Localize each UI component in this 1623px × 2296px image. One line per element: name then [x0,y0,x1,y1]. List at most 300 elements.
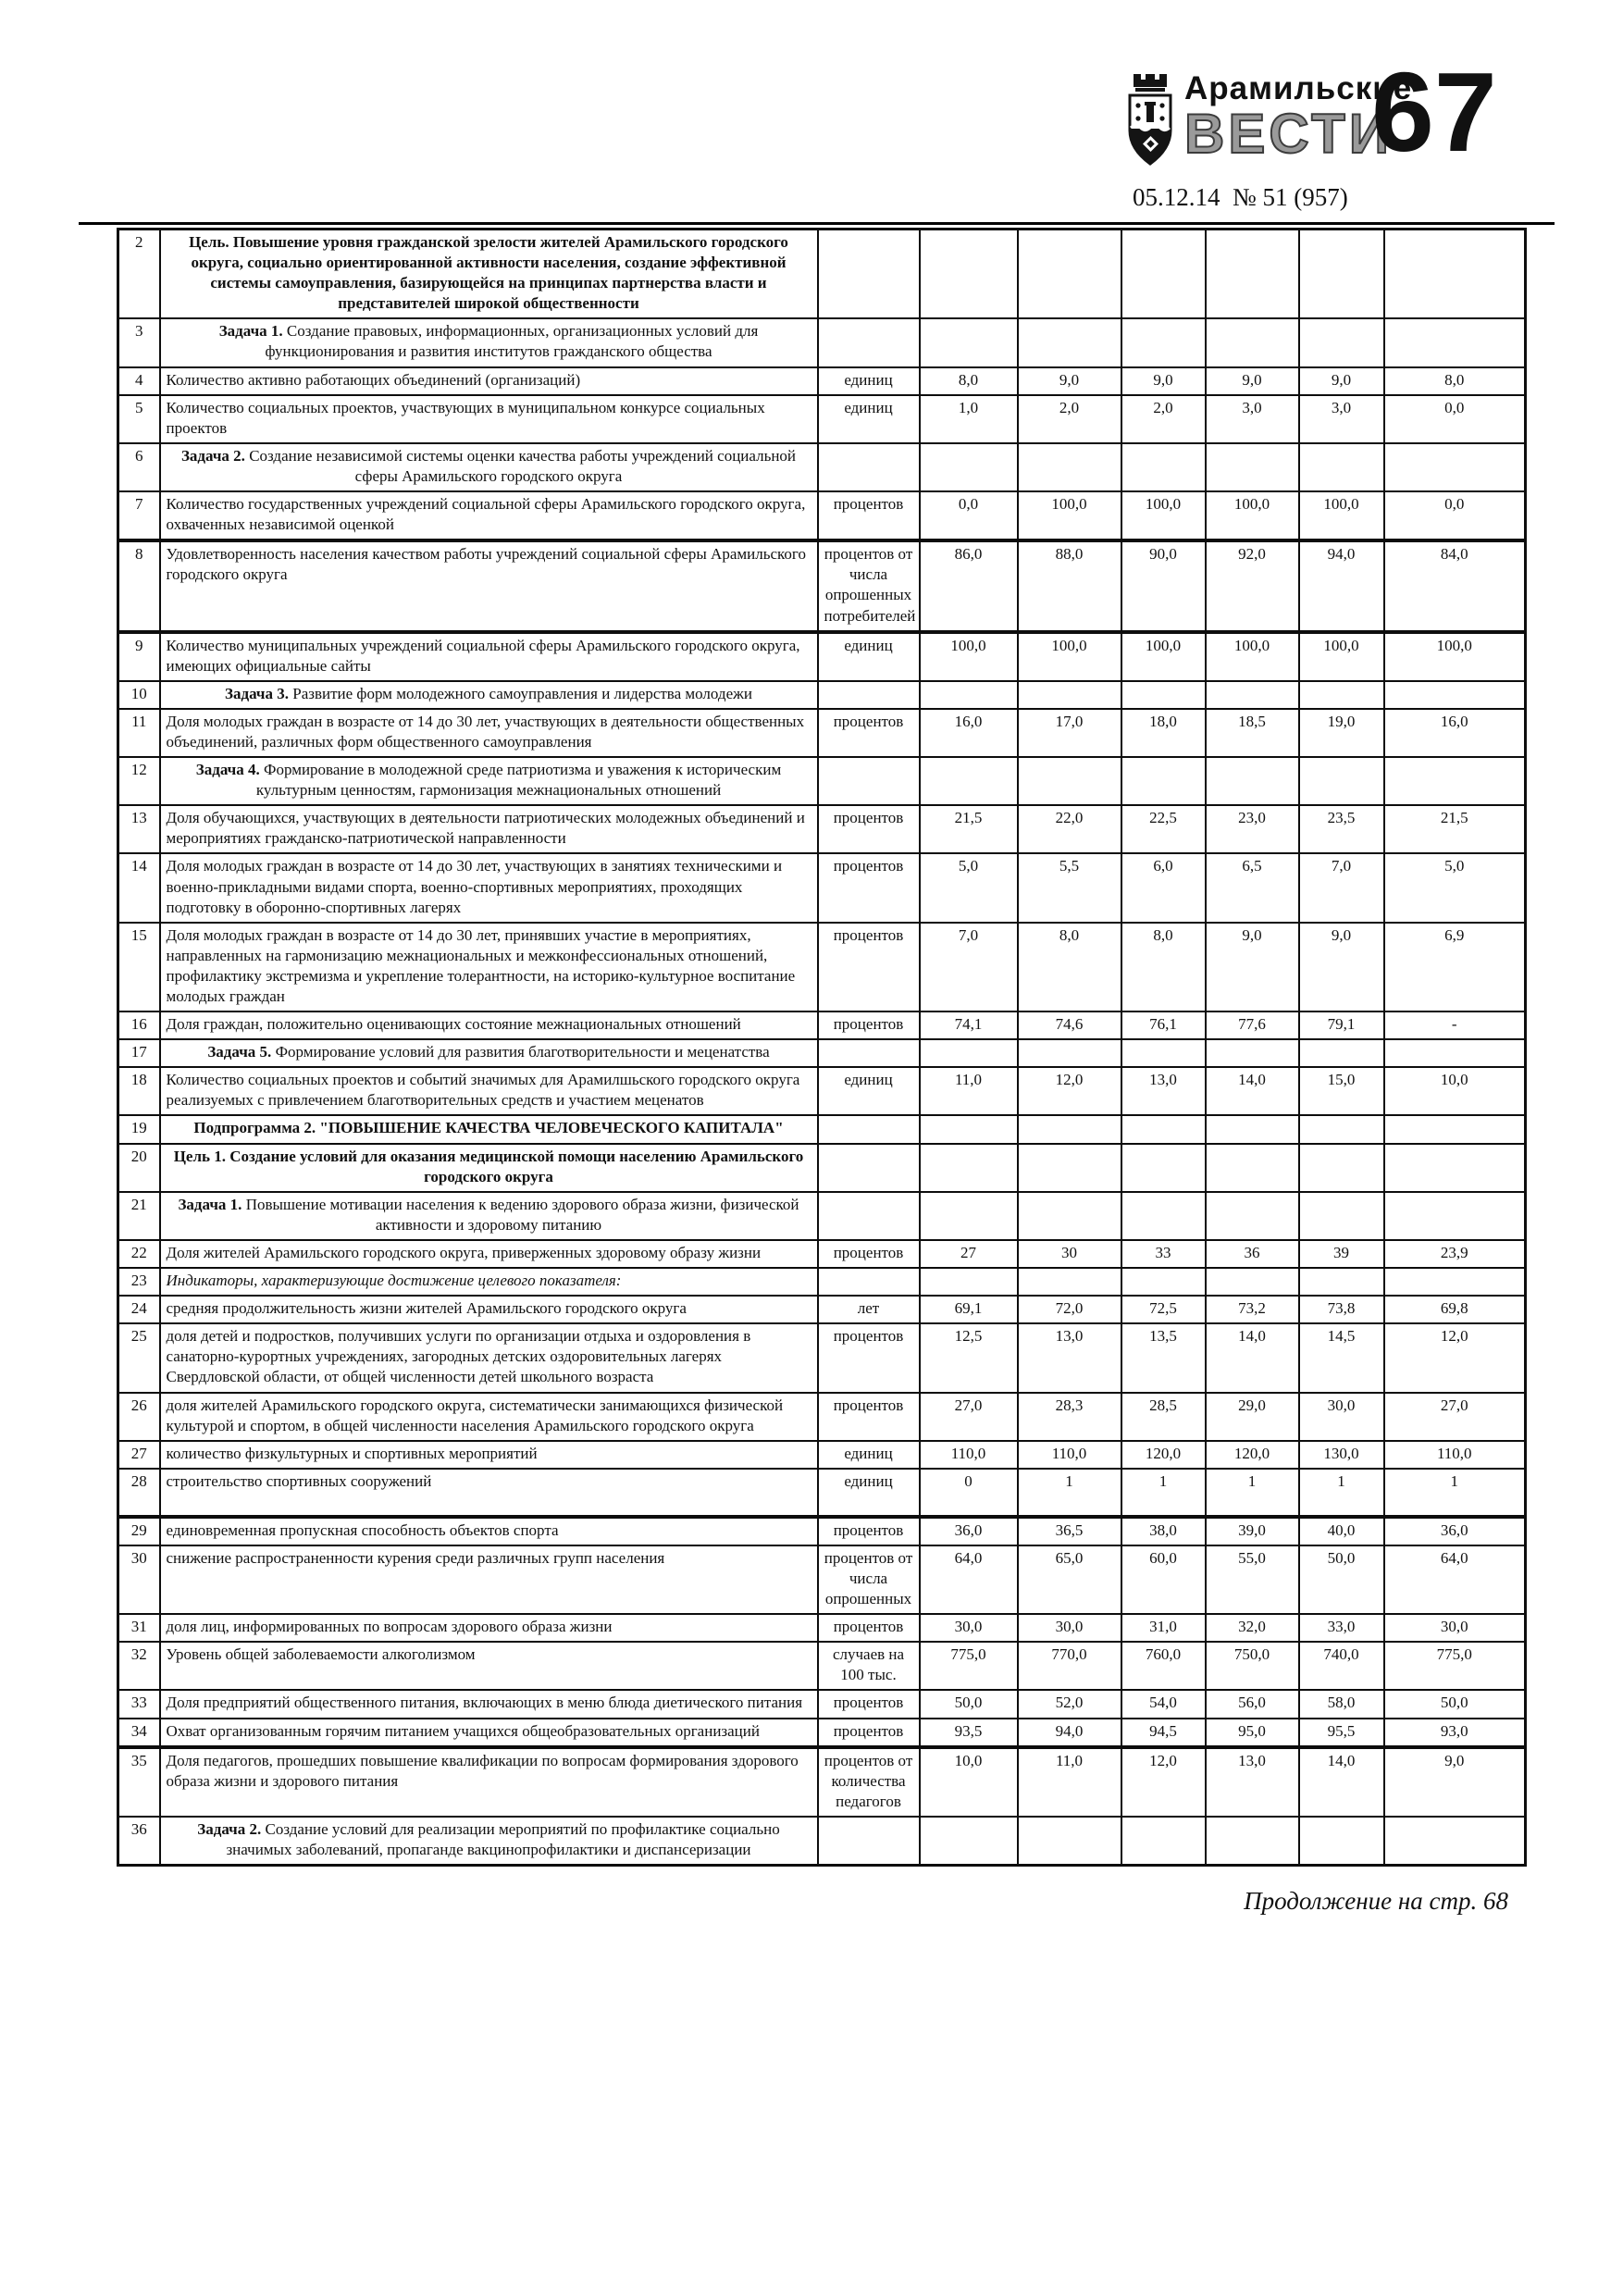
table-row [118,1240,1526,1268]
indicator-description-cell [160,491,818,540]
header-divider-rule [79,222,1555,225]
description-text: строительство спортивных сооружений [166,1471,432,1490]
indicator-description-cell [160,1817,818,1866]
value-cell: 11,0 [1018,1747,1121,1817]
indicator-description-cell [160,681,818,709]
indicator-description-cell [160,805,818,853]
value-cell [1121,757,1206,805]
table-row [118,632,1526,681]
value-cell: 92,0 [1206,540,1299,631]
indicator-description-cell [160,367,818,395]
description-bold-lead: Задача 5. [207,1043,272,1061]
unit-cell [818,1268,920,1296]
value-cell: 31,0 [1121,1614,1206,1642]
description-text: Создание условий для реализации мероприятий по профилактике социально значимых заболеваний, пропаганде вакцинопрофилактики и диспансеризации [226,1819,780,1858]
value-cell: 36,0 [1384,1517,1526,1545]
value-cell: 5,5 [1018,853,1121,922]
description-bold-lead: Задача 2. [180,446,245,465]
value-cell [1206,1144,1299,1192]
unit-cell: процентов [818,923,920,1011]
value-cell [1384,757,1526,805]
row-number-cell: 4 [118,367,160,395]
value-cell: 12,0 [1121,1747,1206,1817]
indicator-description-cell [160,1144,818,1192]
value-cell: 13,0 [1206,1747,1299,1817]
value-cell: 16,0 [920,709,1018,757]
unit-cell [818,757,920,805]
table-row [118,1517,1526,1545]
value-cell [920,1268,1018,1296]
value-cell: 27,0 [1384,1393,1526,1441]
indicator-description-cell [160,1011,818,1039]
row-number-cell: 21 [118,1192,160,1240]
description-text: Доля молодых граждан в возрасте от 14 до 30 лет, принявших участие в мероприятиях, направленных на гармонизацию межнациональных и межконфессиональных отношений, профилактику экстремизма и укрепление толерантности, на историко-культурное воспитание молодых граждан [166,925,796,1005]
value-cell: 9,0 [1121,367,1206,395]
table-row [118,540,1526,631]
value-cell: 76,1 [1121,1011,1206,1039]
unit-cell: процентов [818,853,920,922]
description-text: количество физкультурных и спортивных мероприятий [166,1444,538,1462]
description-text: Доля обучающихся, участвующих в деятельности патриотических молодежных объединений и мероприятиях гражданско-патриотической направленности [166,809,805,848]
description-bold-lead: Задача 2. [197,1819,262,1838]
value-cell [1384,1817,1526,1866]
description-text: Повышение мотивации населения к ведению здорового образа жизни, физической активности и здоровому питанию [245,1195,799,1234]
value-cell: 775,0 [1384,1642,1526,1690]
value-cell [1299,757,1384,805]
unit-cell: единиц [818,1469,920,1517]
table-row [118,853,1526,922]
value-cell [1206,230,1299,319]
value-cell [1384,1039,1526,1067]
value-cell [1299,1817,1384,1866]
value-cell: 56,0 [1206,1690,1299,1718]
unit-cell: процентов [818,1517,920,1545]
value-cell: 7,0 [1299,853,1384,922]
unit-cell: процентов от количества педагогов [818,1747,920,1817]
indicator-description-cell [160,1747,818,1817]
value-cell [1299,1192,1384,1240]
value-cell: 65,0 [1018,1545,1121,1614]
table-row [118,318,1526,366]
row-number-cell: 7 [118,491,160,540]
value-cell: 28,3 [1018,1393,1121,1441]
value-cell [1384,1268,1526,1296]
value-cell [1299,318,1384,366]
value-cell: 9,0 [1299,367,1384,395]
value-cell [920,757,1018,805]
value-cell: 8,0 [1384,367,1526,395]
description-text: Доля граждан, положительно оценивающих состояние межнациональных отношений [166,1015,741,1034]
value-cell: 27 [920,1240,1018,1268]
indicator-description-cell [160,1690,818,1718]
value-cell: 50,0 [1299,1545,1384,1614]
row-number-cell: 20 [118,1144,160,1192]
value-cell [1121,1115,1206,1143]
unit-cell: процентов [818,1614,920,1642]
value-cell: 14,5 [1299,1323,1384,1392]
unit-cell: единиц [818,1067,920,1115]
value-cell [1206,1268,1299,1296]
value-cell: 18,0 [1121,709,1206,757]
value-cell: 95,5 [1299,1719,1384,1747]
indicator-description-cell [160,1296,818,1323]
description-text: Уровень общей заболеваемости алкоголизмом [166,1645,476,1664]
value-cell [1018,1192,1121,1240]
value-cell: 50,0 [920,1690,1018,1718]
table-row [118,1192,1526,1240]
value-cell: 93,5 [920,1719,1018,1747]
row-number-cell: 19 [118,1115,160,1143]
value-cell [920,318,1018,366]
value-cell: 90,0 [1121,540,1206,631]
value-cell [920,1115,1018,1143]
table-row [118,367,1526,395]
row-number-cell: 18 [118,1067,160,1115]
unit-cell: лет [818,1296,920,1323]
value-cell [1018,757,1121,805]
description-text: Доля предприятий общественного питания, включающих в меню блюда диетического питания [166,1694,803,1712]
description-bold-lead: Задача 1. [218,322,283,341]
description-text: Количество активно работающих объединений (организаций) [166,370,581,389]
value-cell: 110,0 [920,1441,1018,1469]
value-cell [1299,230,1384,319]
value-cell: 23,5 [1299,805,1384,853]
value-cell: 30,0 [1018,1614,1121,1642]
description-text: Количество социальных проектов, участвующих в муниципальном конкурсе социальных проектов [166,398,765,437]
unit-cell: процентов от числа опрошенных [818,1545,920,1614]
value-cell: 10,0 [920,1747,1018,1817]
value-cell [1206,318,1299,366]
description-bold-lead: Цель. Повышение уровня гражданской зрелости жителей Арамильского городского округа, социально ориентированной активности населения, создание эффективной системы самоуправления, базирующейся на принципах партнерства власти и представителей широкой общественности [189,233,788,313]
value-cell: 750,0 [1206,1642,1299,1690]
masthead-title-top: Арамильские [1184,70,1413,106]
page-number: 67 [1371,49,1497,175]
value-cell: 13,0 [1121,1067,1206,1115]
table-row [118,681,1526,709]
value-cell: 9,0 [1018,367,1121,395]
value-cell: 770,0 [1018,1642,1121,1690]
description-text: Доля педагогов, прошедших повышение квалификации по вопросам формирования здорового образа жизни и здорового питания [166,1751,799,1790]
value-cell: 14,0 [1206,1323,1299,1392]
indicator-description-cell [160,230,818,319]
value-cell: 22,0 [1018,805,1121,853]
indicator-description-cell [160,1545,818,1614]
value-cell: 94,0 [1299,540,1384,631]
value-cell [1121,1039,1206,1067]
row-number-cell: 10 [118,681,160,709]
unit-cell: процентов [818,1719,920,1747]
value-cell [920,443,1018,491]
value-cell [1018,318,1121,366]
description-text: снижение распространенности курения среди различных групп населения [166,1548,665,1567]
table-row [118,1296,1526,1323]
value-cell: 69,8 [1384,1296,1526,1323]
value-cell: 72,5 [1121,1296,1206,1323]
table-row [118,923,1526,1011]
value-cell [1384,681,1526,709]
indicator-description-cell [160,853,818,922]
value-cell: 30,0 [1384,1614,1526,1642]
value-cell: 1 [1384,1469,1526,1517]
value-cell: 100,0 [1299,632,1384,681]
value-cell: 110,0 [1018,1441,1121,1469]
value-cell: 100,0 [1121,491,1206,540]
value-cell [1121,230,1206,319]
description-text: Доля молодых граждан в возрасте от 14 до 30 лет, участвующих в деятельности общественных объединений, различных форм общественного самоуправления [166,712,805,751]
row-number-cell: 36 [118,1817,160,1866]
row-number-cell: 8 [118,540,160,631]
unit-cell: процентов [818,1240,920,1268]
value-cell: 38,0 [1121,1517,1206,1545]
indicator-description-cell [160,1719,818,1747]
value-cell [1299,1144,1384,1192]
indicator-description-cell [160,1323,818,1392]
unit-cell [818,230,920,319]
value-cell: 13,0 [1018,1323,1121,1392]
table-row [118,1011,1526,1039]
value-cell: 100,0 [1206,491,1299,540]
value-cell: 8,0 [920,367,1018,395]
table-row [118,757,1526,805]
value-cell [1018,1144,1121,1192]
indicator-description-cell [160,923,818,1011]
value-cell: 40,0 [1299,1517,1384,1545]
unit-cell [818,1144,920,1192]
table-row [118,1747,1526,1817]
row-number-cell: 17 [118,1039,160,1067]
value-cell: 16,0 [1384,709,1526,757]
indicator-description-cell [160,1268,818,1296]
value-cell: 36,5 [1018,1517,1121,1545]
indicator-description-cell [160,1642,818,1690]
value-cell: 100,0 [920,632,1018,681]
value-cell: 74,1 [920,1011,1018,1039]
row-number-cell: 31 [118,1614,160,1642]
unit-cell: единиц [818,632,920,681]
value-cell: 30,0 [920,1614,1018,1642]
description-text: Количество государственных учреждений социальной сферы Арамильского городского округа, охваченных независимой оценкой [166,495,806,534]
indicator-description-cell [160,757,818,805]
value-cell: 100,0 [1299,491,1384,540]
value-cell [1384,1144,1526,1192]
row-number-cell: 16 [118,1011,160,1039]
table-row [118,230,1526,319]
value-cell: 32,0 [1206,1614,1299,1642]
value-cell: 10,0 [1384,1067,1526,1115]
row-number-cell: 9 [118,632,160,681]
value-cell: 2,0 [1018,395,1121,443]
description-bold-lead: Цель 1. Создание условий для оказания медицинской помощи населению Арамильского городского округа [173,1147,804,1185]
value-cell: 23,0 [1206,805,1299,853]
value-cell: 13,5 [1121,1323,1206,1392]
row-number-cell: 34 [118,1719,160,1747]
unit-cell: случаев на 100 тыс. [818,1642,920,1690]
description-text: Индикаторы, характеризующие достижение целевого показателя: [166,1272,622,1290]
value-cell: 77,6 [1206,1011,1299,1039]
value-cell [1121,681,1206,709]
indicator-description-cell [160,318,818,366]
value-cell: 27,0 [920,1393,1018,1441]
value-cell: 30 [1018,1240,1121,1268]
indicator-description-cell [160,1614,818,1642]
value-cell [1121,1144,1206,1192]
value-cell [1299,1115,1384,1143]
value-cell: 6,0 [1121,853,1206,922]
value-cell: 95,0 [1206,1719,1299,1747]
table-row [118,805,1526,853]
row-number-cell: 26 [118,1393,160,1441]
value-cell: 14,0 [1299,1747,1384,1817]
value-cell: 36,0 [920,1517,1018,1545]
value-cell: 36 [1206,1240,1299,1268]
value-cell: 39 [1299,1240,1384,1268]
table-row [118,1115,1526,1143]
value-cell: 64,0 [1384,1545,1526,1614]
value-cell: 55,0 [1206,1545,1299,1614]
row-number-cell: 5 [118,395,160,443]
description-text: единовременная пропускная способность объектов спорта [166,1520,559,1539]
value-cell: 1 [1121,1469,1206,1517]
value-cell: 8,0 [1018,923,1121,1011]
row-number-cell: 23 [118,1268,160,1296]
value-cell: 0 [920,1469,1018,1517]
value-cell: 11,0 [920,1067,1018,1115]
row-number-cell: 27 [118,1441,160,1469]
value-cell: 17,0 [1018,709,1121,757]
value-cell: 23,9 [1384,1240,1526,1268]
unit-cell: процентов [818,805,920,853]
value-cell [1206,681,1299,709]
indicator-description-cell [160,1192,818,1240]
table-row [118,1323,1526,1392]
unit-cell: процентов [818,709,920,757]
value-cell: 0,0 [920,491,1018,540]
table-row [118,1469,1526,1517]
description-text: Количество муниципальных учреждений социальной сферы Арамильского городского округа, имеющих официальные сайты [166,636,800,675]
coat-of-arms-icon [1127,72,1173,177]
value-cell: 86,0 [920,540,1018,631]
value-cell: 1 [1206,1469,1299,1517]
value-cell [1018,230,1121,319]
value-cell: 30,0 [1299,1393,1384,1441]
row-number-cell: 35 [118,1747,160,1817]
value-cell: 130,0 [1299,1441,1384,1469]
value-cell: 73,8 [1299,1296,1384,1323]
description-bold-lead: Подпрограмма 2. "ПОВЫШЕНИЕ КАЧЕСТВА ЧЕЛОВЕЧЕСКОГО КАПИТАЛА" [193,1119,784,1137]
value-cell [920,230,1018,319]
unit-cell [818,1192,920,1240]
row-number-cell: 14 [118,853,160,922]
description-text: Формирование условий для развития благотворительности и меценатства [275,1043,770,1061]
value-cell: 21,5 [920,805,1018,853]
value-cell: 120,0 [1121,1441,1206,1469]
value-cell [1206,443,1299,491]
value-cell: 33 [1121,1240,1206,1268]
value-cell [1121,1268,1206,1296]
table-row [118,1719,1526,1747]
table-row [118,709,1526,757]
masthead-title-bottom: ВЕСТИ [1184,102,1393,165]
value-cell: 100,0 [1384,632,1526,681]
value-cell: 2,0 [1121,395,1206,443]
row-number-cell: 3 [118,318,160,366]
table-row [118,1545,1526,1614]
value-cell: 21,5 [1384,805,1526,853]
indicator-description-cell [160,709,818,757]
value-cell: 19,0 [1299,709,1384,757]
table-row [118,1067,1526,1115]
value-cell [1206,757,1299,805]
value-cell: 60,0 [1121,1545,1206,1614]
value-cell: 0,0 [1384,395,1526,443]
value-cell: 72,0 [1018,1296,1121,1323]
value-cell: 54,0 [1121,1690,1206,1718]
value-cell: 22,5 [1121,805,1206,853]
value-cell: 9,0 [1206,923,1299,1011]
row-number-cell: 22 [118,1240,160,1268]
value-cell: 14,0 [1206,1067,1299,1115]
table-row [118,1690,1526,1718]
value-cell [1018,1817,1121,1866]
value-cell: 58,0 [1299,1690,1384,1718]
description-text: Создание независимой системы оценки качества работы учреждений социальной сферы Арамильского городского округа [249,446,797,485]
description-text: Удовлетворенность населения качеством работы учреждений социальной сферы Арамильского городского округа [166,545,806,584]
indicator-description-cell [160,1115,818,1143]
value-cell: 94,0 [1018,1719,1121,1747]
value-cell: 18,5 [1206,709,1299,757]
value-cell [1018,1268,1121,1296]
description-text: доля детей и подростков, получивших услуги по организации отдыха и оздоровления в санаторно-курортных учреждениях, загородных детских оздоровительных лагерях Свердловской области, от общей численности детей школьного возраста [166,1327,751,1386]
unit-cell: процентов [818,1011,920,1039]
value-cell: 5,0 [920,853,1018,922]
description-text: Охват организованным горячим питанием учащихся общеобразовательных организаций [166,1721,760,1740]
value-cell [1018,443,1121,491]
value-cell: 760,0 [1121,1642,1206,1690]
value-cell: 1 [1299,1469,1384,1517]
value-cell: 39,0 [1206,1517,1299,1545]
value-cell [1206,1192,1299,1240]
table-row [118,1144,1526,1192]
indicator-description-cell [160,1067,818,1115]
row-number-cell: 30 [118,1545,160,1614]
indicator-description-cell [160,540,818,631]
value-cell: 740,0 [1299,1642,1384,1690]
description-text: Создание правовых, информационных, организационных условий для функционирования и развития институтов гражданского общества [265,322,759,361]
value-cell [1299,1039,1384,1067]
value-cell: - [1384,1011,1526,1039]
unit-cell: процентов от числа опрошенных потребителей [818,540,920,631]
row-number-cell: 6 [118,443,160,491]
indicator-description-cell [160,1240,818,1268]
value-cell [1384,318,1526,366]
value-cell: 110,0 [1384,1441,1526,1469]
issue-date-line: 05.12.14 № 51 (957) [1133,183,1348,211]
value-cell [1121,1192,1206,1240]
value-cell: 74,6 [1018,1011,1121,1039]
table-row [118,1441,1526,1469]
description-text: Доля молодых граждан в возрасте от 14 до 30 лет, участвующих в занятиях техническими и военно-прикладными видами спорта, военно-спортивных мероприятиях, проходящих подготовку в оборонно-спортивных лагерях [166,857,783,916]
unit-cell: единиц [818,367,920,395]
value-cell: 6,9 [1384,923,1526,1011]
description-text: Количество социальных проектов и событий значимых для Арамилшьского городского округа реализуемых с привлечением благотворительных средств и участием меценатов [166,1071,800,1110]
value-cell: 79,1 [1299,1011,1384,1039]
row-number-cell: 13 [118,805,160,853]
value-cell: 120,0 [1206,1441,1299,1469]
table-row [118,1817,1526,1866]
indicator-description-cell [160,1039,818,1067]
unit-cell: единиц [818,395,920,443]
indicator-description-cell [160,443,818,491]
